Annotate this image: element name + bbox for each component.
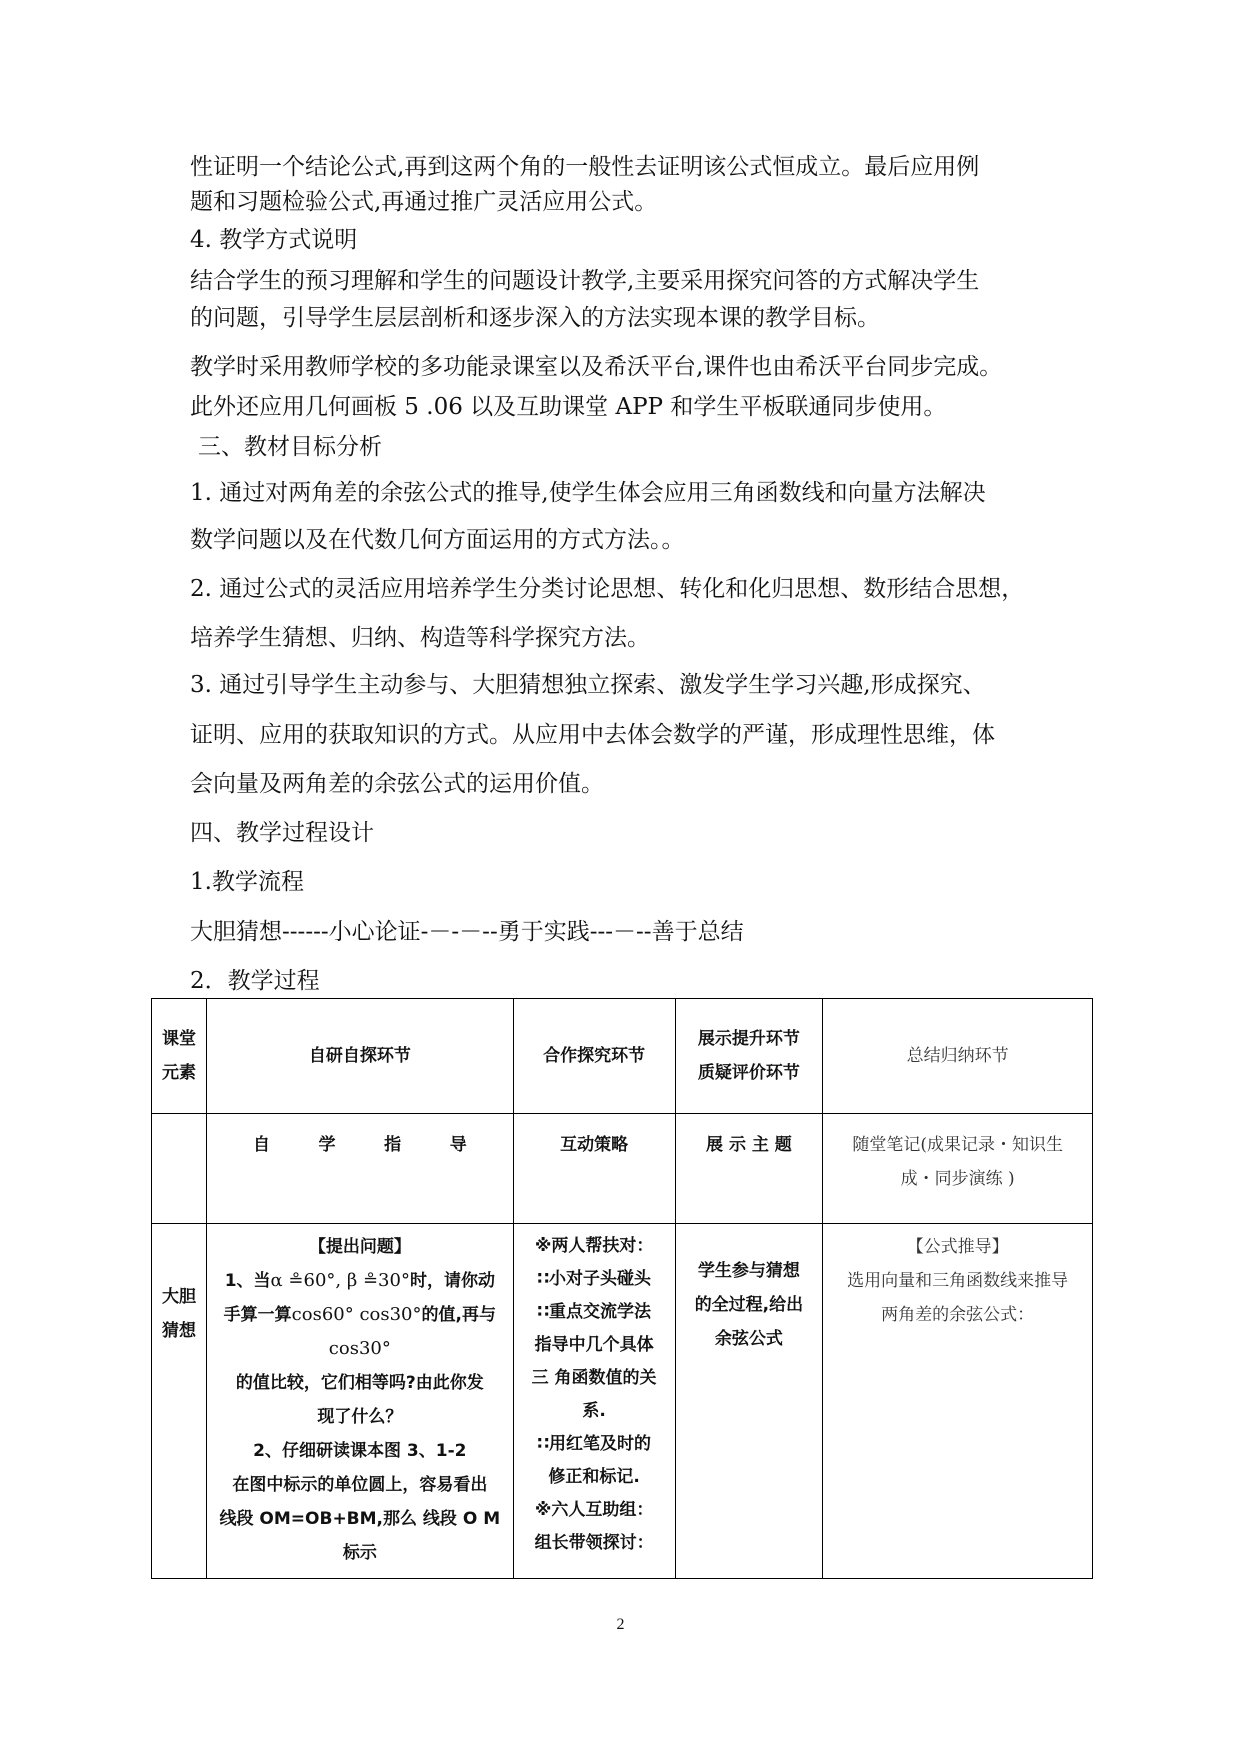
goal-1-line: 1. 通过对两角差的余弦公式的推导,使学生体会应用三角函数线和向量方法解决	[190, 480, 986, 506]
header-cell-summary: 总结归纳环节	[823, 999, 1093, 1114]
paragraph-line: 教学时采用教师学校的多功能录课室以及希沃平台,课件也由希沃平台同步完成。	[190, 354, 1003, 380]
row-cell-element: 大胆 猜想	[152, 1224, 207, 1579]
subheader-cell-strategy: 互动策略	[513, 1114, 675, 1224]
subheader-cell-theme: 展 示 主 题	[675, 1114, 823, 1224]
goal-1-line: 数学问题以及在代数几何方面运用的方式方法。。	[190, 527, 685, 553]
section-heading-4: 4. 教学方式说明	[190, 227, 358, 253]
alpha-beta-formula: α ≗60°, β ≗30°	[270, 1270, 410, 1291]
header-cell-self-study: 自研自探环节	[206, 999, 513, 1114]
row-cell-presentation: 学生参与猜想 的全过程,给出 余弦公式	[675, 1224, 823, 1579]
paragraph-line: 此外还应用几何画板 5 .06 以及互助课堂 APP 和学生平板联通同步使用。	[190, 394, 947, 420]
header-cell-presentation: 展示提升环节 质疑评价环节	[675, 999, 823, 1114]
paragraph-line: 题和习题检验公式,再通过推广灵活应用公式。	[190, 189, 658, 215]
table-row-bold-guess	[152, 1224, 1093, 1579]
table-header-row	[152, 999, 1093, 1114]
subheader-cell-notes: 随堂笔记(成果记录・知识生 成・同步演练 )	[823, 1114, 1093, 1224]
goal-3-line: 会向量及两角差的余弦公式的运用价值。	[190, 771, 604, 797]
page-number: 2	[616, 1616, 625, 1633]
subheader-cell-empty	[152, 1114, 207, 1224]
flow-steps: 大胆猜想------小心论证-－-－--勇于实践---－--善于总结	[190, 919, 744, 945]
subheader-cell-guidance: 自 学 指 导	[206, 1114, 513, 1224]
cos30-formula: cos30°	[328, 1338, 391, 1359]
goal-3-line: 证明、应用的获取知识的方式。从应用中去体会数学的严谨，形成理性思维，体	[190, 722, 995, 748]
section-heading-four: 四、教学过程设计	[190, 820, 374, 846]
paragraph-line: 性证明一个结论公式,再到这两个角的一般性去证明该公式恒成立。最后应用例	[190, 154, 980, 180]
process-title: 2．教学过程	[190, 968, 320, 994]
section-heading-3: 三、教材目标分析	[198, 434, 382, 460]
goal-3-line: 3. 通过引导学生主动参与、大胆猜想独立探索、激发学生学习兴趣,形成探究、	[190, 672, 986, 698]
goal-2-line: 培养学生猜想、归纳、构造等科学探究方法。	[190, 625, 650, 651]
goal-2-line: 2. 通过公式的灵活应用培养学生分类讨论思想、转化和化归思想、数形结合思想，	[190, 576, 1025, 602]
paragraph-line: 结合学生的预习理解和学生的问题设计教学,主要采用探究问答的方式解决学生	[190, 268, 980, 294]
header-cell-cooperation: 合作探究环节	[513, 999, 675, 1114]
row-cell-cooperation: ※两人帮扶对： ∷小对子头碰头 ∷重点交流学法 指导中几个具体 三 角函数值的关 系. ∷用红笔及时的 修正和标记. ※六人互助组： 组长带领探讨：	[513, 1224, 675, 1579]
teaching-process-table	[151, 998, 1093, 1579]
flow-title: 1.教学流程	[190, 869, 304, 895]
row-cell-self-study: 【提出问题】 1、当α ≗60°, β ≗30°时，请你动 手算一算cos60° cos30°的值,再与 cos30° 的值比较，它们相等吗?由此你发 现了什么？ 2、仔细研读课本图 3、1-2 在图中标示的单位圆上，容易看出 线段 OM=OB+BM,那么 线段 O M 标示	[206, 1224, 513, 1579]
header-cell-element: 课堂 元素	[152, 999, 207, 1114]
paragraph-line: 的问题，引导学生层层剖析和逐步深入的方法实现本课的教学目标。	[190, 305, 880, 331]
table-subheader-row	[152, 1114, 1093, 1224]
cos-formula: cos60° cos30°	[291, 1304, 422, 1325]
row-cell-summary: 【公式推导】 选用向量和三角函数线来推导 两角差的余弦公式：	[823, 1224, 1093, 1579]
